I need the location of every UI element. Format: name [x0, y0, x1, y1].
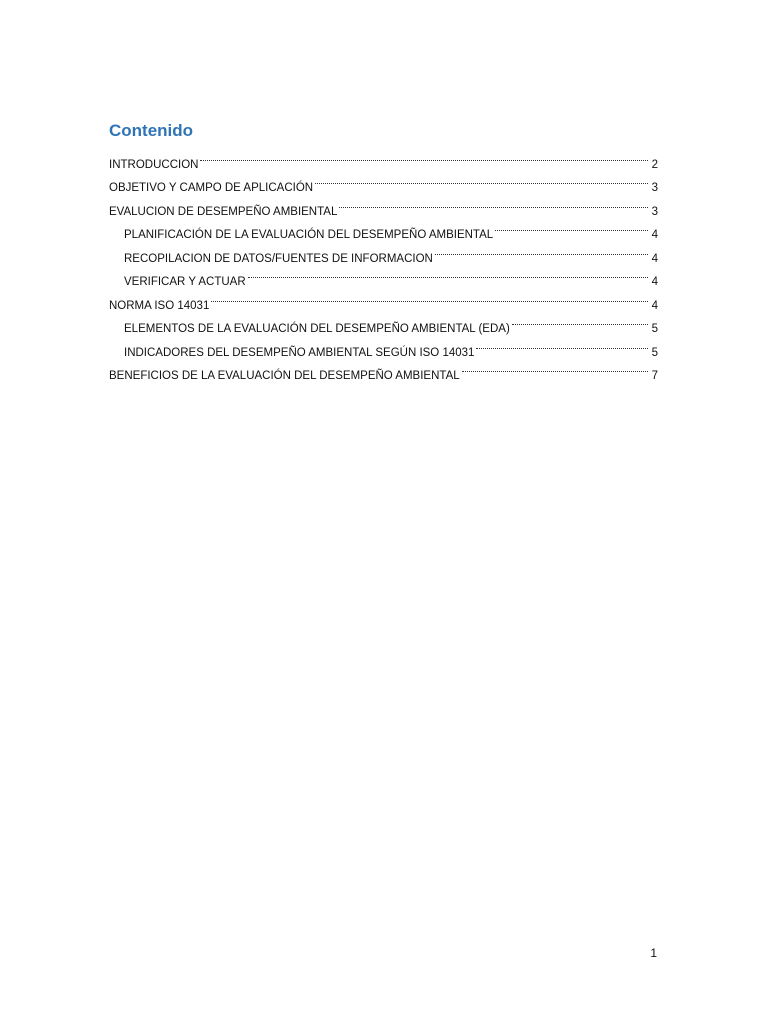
toc-entry-page: 4: [651, 276, 658, 288]
toc-entry-title: VERIFICAR Y ACTUAR: [124, 276, 246, 288]
toc-dot-leader: [211, 285, 648, 309]
toc-entry[interactable]: [109, 144, 658, 171]
toc-entry-title: RECOPILACION DE DATOS/FUENTES DE INFORMACION: [124, 252, 433, 265]
toc-entry-page: 5: [651, 323, 658, 335]
toc-entry-page: 2: [651, 158, 658, 171]
toc-entry-title: PLANIFICACIÓN DE LA EVALUACIÓN DEL DESEMPEÑO AMBIENTAL: [124, 229, 494, 241]
toc-entry-title: OBJETIVO Y CAMPO DE APLICACIÓN: [109, 182, 314, 194]
toc-dot-leader: [462, 356, 648, 380]
toc-entry-title: BENEFICIOS DE LA EVALUACIÓN DEL DESEMPEÑO AMBIENTAL: [109, 370, 460, 382]
toc-entry-page: 7: [651, 370, 658, 382]
toc-entry-page: 4: [651, 229, 658, 241]
toc-entry-page: 4: [651, 252, 658, 265]
page-number: 1: [650, 946, 657, 960]
toc-entry-title: EVALUCION DE DESEMPEÑO AMBIENTAL: [109, 205, 338, 218]
toc-entry-page: 4: [651, 299, 658, 312]
toc-dot-leader: [339, 191, 648, 215]
toc-entry-title: NORMA ISO 14031: [109, 299, 210, 312]
toc-list: [109, 144, 658, 382]
table-of-contents: [109, 120, 658, 382]
toc-entry-page: 5: [651, 346, 658, 359]
toc-entry-page: 3: [651, 182, 658, 194]
toc-entry-page: 3: [651, 205, 658, 218]
toc-entry-title: INDICADORES DEL DESEMPEÑO AMBIENTAL SEGÚN ISO 14031: [124, 346, 475, 359]
toc-dot-leader: [248, 262, 648, 286]
toc-entry-title: INTRODUCCION: [109, 158, 199, 171]
toc-dot-leader: [512, 309, 648, 333]
toc-dot-leader: [495, 215, 648, 239]
toc-dot-leader: [315, 168, 648, 192]
toc-dot-leader: [200, 144, 648, 168]
toc-dot-leader: [435, 238, 648, 262]
toc-entry-title: ELEMENTOS DE LA EVALUACIÓN DEL DESEMPEÑO AMBIENTAL (EDA): [124, 323, 510, 335]
toc-heading: Contenido: [109, 121, 194, 140]
toc-dot-leader: [476, 332, 648, 356]
